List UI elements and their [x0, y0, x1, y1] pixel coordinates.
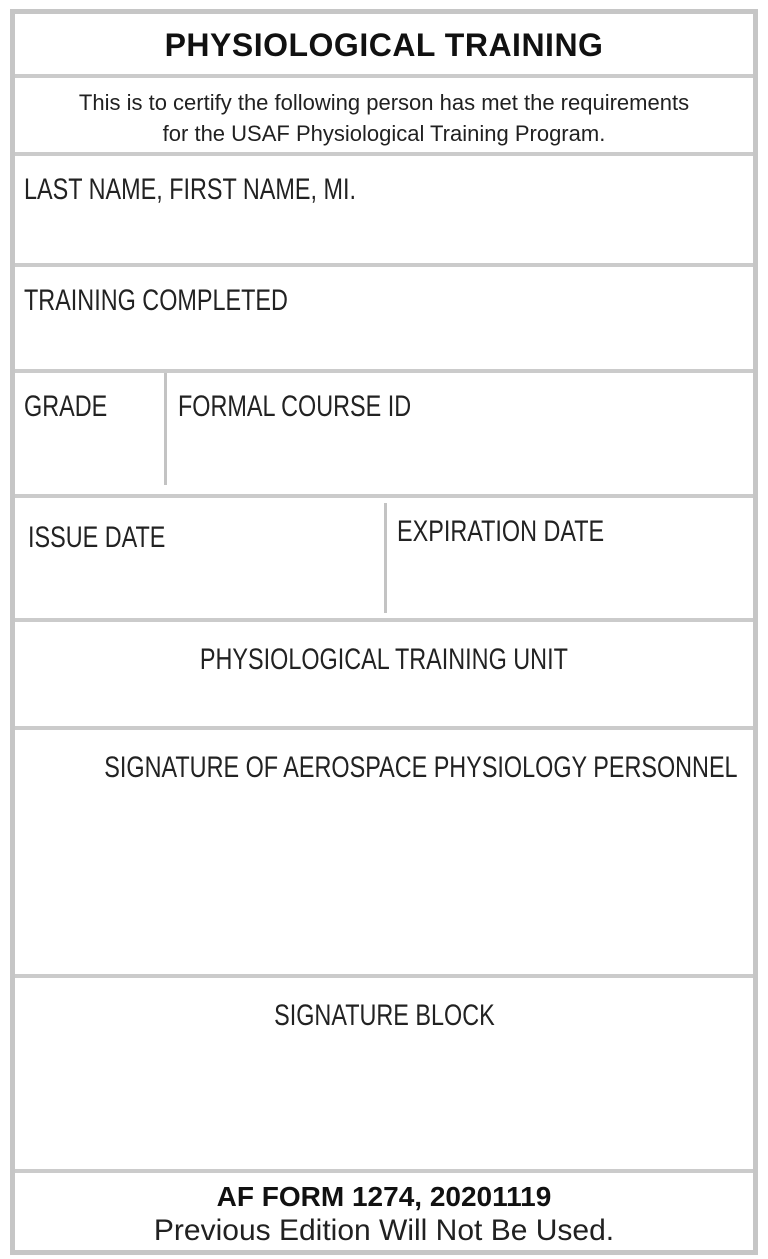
issue-expiration-row: [15, 498, 753, 622]
form-footer: [15, 1173, 753, 1250]
training-completed-label: TRAINING COMPLETED: [24, 284, 288, 317]
certification-statement: [15, 78, 753, 156]
certification-line-2: for the USAF Physiological Training Program.: [162, 121, 606, 146]
issue-date-field-cell[interactable]: [15, 498, 382, 618]
name-field-label: LAST NAME, FIRST NAME, MI.: [24, 173, 356, 206]
cell-divider: [384, 503, 387, 613]
training-completed-field-cell[interactable]: [15, 267, 753, 373]
grade-field-label: GRADE: [24, 390, 108, 423]
training-unit-field-cell[interactable]: [15, 622, 753, 730]
form-number: AF FORM 1274, 20201119: [216, 1181, 552, 1212]
signature-personnel-label: SIGNATURE OF AEROSPACE PHYSIOLOGY PERSONNEL: [104, 751, 738, 784]
certification-line-1: This is to certify the following person has met the requirements: [78, 90, 690, 115]
signature-block-label: SIGNATURE BLOCK: [273, 999, 495, 1032]
form-header: [15, 14, 753, 78]
signature-block-field-cell[interactable]: [15, 978, 753, 1173]
cell-divider: [164, 373, 167, 485]
formal-course-id-field-cell[interactable]: [162, 373, 753, 494]
issue-date-label: ISSUE DATE: [28, 521, 166, 554]
expiration-date-label: EXPIRATION DATE: [397, 515, 605, 548]
af-form-1274: [10, 9, 758, 1255]
formal-course-id-label: FORMAL COURSE ID: [178, 390, 412, 423]
grade-course-row: [15, 373, 753, 498]
edition-note: Previous Edition Will Not Be Used.: [153, 1214, 615, 1247]
grade-field-cell[interactable]: [15, 373, 162, 494]
name-field-cell[interactable]: [15, 156, 753, 267]
training-unit-label: PHYSIOLOGICAL TRAINING UNIT: [200, 643, 568, 676]
signature-personnel-field-cell[interactable]: [15, 730, 753, 978]
expiration-date-field-cell[interactable]: [382, 498, 753, 618]
form-title: PHYSIOLOGICAL TRAINING: [164, 27, 604, 63]
